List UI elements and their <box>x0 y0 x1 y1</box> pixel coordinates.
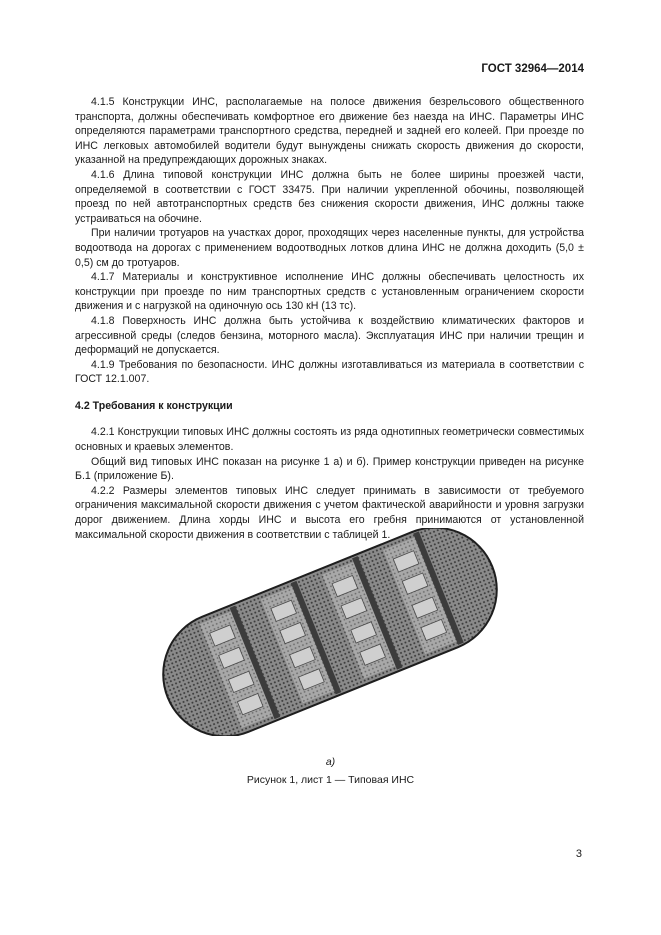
paragraph-4-1-9: 4.1.9 Требования по безопасности. ИНС должны изготавливаться из материала в соответствии с ГОСТ 12.1.007. <box>75 358 584 386</box>
paragraph-4-1-5: 4.1.5 Конструкции ИНС, располагаемые на полосе движения безрельсового общественного транспорта, должны обеспечивать комфортное его движение без наезда на ИНС. Параметры ИНС определяются параметрами транспортного средства, передней и задней его колеей. При проезде по ИНС легковых автомобилей водители будут вынуждены снижать скорость движения до скорости, указанной на предупреждающих дорожных знаках. <box>75 96 584 167</box>
speed-hump-illustration <box>160 528 500 736</box>
figure-caption: Рисунок 1, лист 1 — Типовая ИНС <box>246 774 415 786</box>
paragraph-4-2-2: 4.2.2 Размеры элементов типовых ИНС следует принимать в зависимости от требуемого ограничения максимальной скорости движения с учетом фактической аварийности и уровня загрузки дорог движением. Длина хорды ИНС и высота его гребня принимаются от установленной максимальной скорости движения в соответствии с таблицей 1. <box>75 484 584 541</box>
paragraph-4-1-6: 4.1.6 Длина типовой конструкции ИНС должна быть не более ширины проезжей части, определяемой в соответствии с ГОСТ 33475. При наличии укрепленной обочины, позволяющей проезд по ней автотранспортных средств без снижения скорости движения, ИНС должны также устраиваться на обочине. <box>75 168 584 225</box>
page-number: 3 <box>575 848 582 860</box>
paragraph-sidewalks: При наличии тротуаров на участках дорог, проходящих через населенные пункты, для устройства водоотвода на дорогах с применением водоотводных лотков длина ИНС не должна доходить (5,0 ± 0,5) см до тротуаров. <box>75 227 584 269</box>
section-heading: 4.2 Требования к конструкции <box>75 399 233 412</box>
paragraph-4-1-8: 4.1.8 Поверхность ИНС должна быть устойчива к воздействию климатических факторов и агрессивной среды (следов бензина, моторного масла). Эксплуатация ИНС при наличии трещин и деформаций не допускается. <box>75 314 584 357</box>
paragraph-general-view: Общий вид типовых ИНС показан на рисунке 1 а) и б). Пример конструкции приведен на рисунке Б.1 (приложение Б). <box>75 455 584 483</box>
paragraph-4-1-7: 4.1.7 Материалы и конструктивное исполнение ИНС должны обеспечивать целостность их конструкции при проезде по ним транспортных средств с установленным ограничением скорости движения и с нагрузкой на одиночную ось 130 кН (13 тс). <box>75 271 584 313</box>
main-content <box>75 95 584 542</box>
figure-sublabel: а) <box>325 756 336 768</box>
document-header: ГОСТ 32964—2014 <box>481 63 584 75</box>
speed-hump-figure <box>160 528 500 736</box>
paragraph-4-2-1: 4.2.1 Конструкции типовых ИНС должны состоять из ряда однотипных геометрически совместимых основных и краевых элементов. <box>75 426 584 454</box>
